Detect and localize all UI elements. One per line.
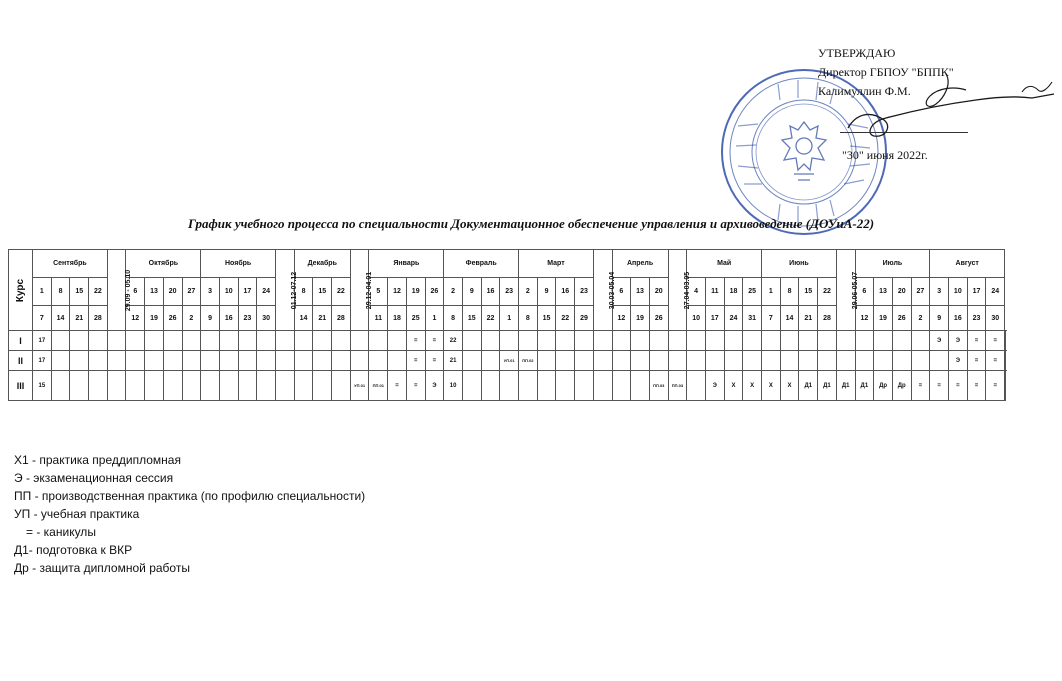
week-end: 10	[687, 306, 706, 331]
schedule-cell: =	[986, 331, 1005, 351]
schedule-cell	[986, 351, 1005, 371]
schedule-cell: Д1	[855, 371, 874, 401]
schedule-cell	[294, 371, 313, 401]
schedule-cell	[481, 331, 500, 351]
week-start: 18	[724, 278, 743, 306]
schedule-cell	[332, 371, 351, 401]
schedule-cell	[874, 331, 893, 351]
schedule-cell	[500, 331, 519, 351]
week-start: 8	[780, 278, 799, 306]
schedule-cell	[51, 351, 70, 371]
transition-week: 30.03-05.04	[593, 250, 612, 331]
schedule-cell	[911, 351, 930, 371]
course-label: III	[9, 371, 33, 401]
schedule-cell	[276, 371, 295, 401]
month-apr: Апрель	[612, 250, 668, 278]
approval-name: Калимуллин Ф.М.	[818, 84, 911, 98]
document-title: График учебного процесса по специальности Документационное обеспечение управления и архивоведение (ДОУиА-22)	[187, 216, 875, 231]
schedule-cell: 21	[444, 351, 463, 371]
schedule-cell	[388, 331, 407, 351]
week-start: 23	[575, 278, 594, 306]
schedule-cell: Э	[930, 331, 949, 351]
schedule-cell	[612, 351, 631, 371]
schedule-cell	[705, 351, 724, 371]
schedule-cell	[631, 371, 650, 401]
week-end: 2	[911, 306, 930, 331]
week-start: 20	[892, 278, 911, 306]
schedule-cell	[462, 331, 481, 351]
schedule-cell	[70, 331, 89, 351]
week-start: 20	[649, 278, 668, 306]
week-end: 23	[238, 306, 257, 331]
schedule-cell	[537, 331, 556, 351]
week-start: 15	[313, 278, 332, 306]
week-start: 9	[462, 278, 481, 306]
schedule-cell	[182, 351, 201, 371]
schedule-cell	[836, 351, 855, 371]
week-start: 12	[388, 278, 407, 306]
schedule-cell	[743, 331, 762, 351]
schedule-table	[8, 249, 1006, 401]
week-end: 21	[799, 306, 818, 331]
schedule-cell	[537, 351, 556, 371]
schedule-cell: Э	[425, 371, 444, 401]
week-start: 9	[537, 278, 556, 306]
schedule-cell	[612, 331, 631, 351]
schedule-cell	[668, 331, 687, 351]
week-end: 1	[500, 306, 519, 331]
schedule-cell: =	[967, 371, 986, 401]
schedule-cell	[575, 351, 594, 371]
schedule-cell	[593, 371, 612, 401]
week-end: 14	[294, 306, 313, 331]
signature-line	[840, 132, 968, 133]
schedule-cell	[145, 371, 164, 401]
kurs-header: Курс	[9, 250, 33, 331]
month-oct: Октябрь	[126, 250, 201, 278]
week-start: 2	[519, 278, 538, 306]
schedule-cell	[145, 331, 164, 351]
week-start: 19	[406, 278, 425, 306]
schedule-cell	[313, 371, 332, 401]
week-end: 29	[575, 306, 594, 331]
schedule-cell	[163, 351, 182, 371]
schedule-cell	[836, 331, 855, 351]
schedule-cell: УП.01	[500, 351, 519, 371]
schedule-cell	[780, 351, 799, 371]
course-row-1	[9, 331, 1006, 351]
approval-title: УТВЕРЖДАЮ	[818, 46, 896, 60]
schedule-cell: Др	[892, 371, 911, 401]
legend-item: Др - защита дипломной работы	[14, 561, 190, 575]
schedule-cell: =	[406, 331, 425, 351]
schedule-cell	[89, 351, 108, 371]
week-start: 10	[948, 278, 967, 306]
week-end: 9	[201, 306, 220, 331]
schedule-cell	[631, 351, 650, 371]
week-end: 28	[818, 306, 837, 331]
schedule-cell	[276, 351, 295, 371]
schedule-cell: Э	[948, 351, 967, 371]
schedule-cell: Э	[705, 371, 724, 401]
week-start: 8	[294, 278, 313, 306]
schedule-cell	[892, 351, 911, 371]
month-dec: Декабрь	[294, 250, 350, 278]
week-start: 24	[257, 278, 276, 306]
schedule-cell: =	[967, 331, 986, 351]
month-may: Май	[687, 250, 762, 278]
schedule-cell	[257, 331, 276, 351]
schedule-cell	[107, 351, 126, 371]
week-start: 25	[743, 278, 762, 306]
week-end: 19	[145, 306, 164, 331]
week-start: 22	[332, 278, 351, 306]
transition-week: 29.06-05.07	[836, 250, 855, 331]
week-start: 6	[126, 278, 145, 306]
schedule-cell	[556, 331, 575, 351]
schedule-cell: 17	[33, 331, 52, 351]
schedule-cell	[313, 331, 332, 351]
schedule-cell: 22	[444, 331, 463, 351]
schedule-cell: =	[425, 351, 444, 371]
schedule-cell	[350, 351, 369, 371]
schedule-cell	[818, 351, 837, 371]
schedule-cell	[799, 331, 818, 351]
week-end: 22	[481, 306, 500, 331]
week-start: 6	[612, 278, 631, 306]
week-start: 22	[89, 278, 108, 306]
week-end: 9	[930, 306, 949, 331]
schedule-cell	[930, 351, 949, 371]
schedule-cell	[350, 331, 369, 351]
schedule-cell: =	[986, 371, 1005, 401]
week-end: 21	[70, 306, 89, 331]
week-end: 14	[51, 306, 70, 331]
schedule-cell	[332, 331, 351, 351]
week-start: 22	[818, 278, 837, 306]
schedule-cell	[126, 371, 145, 401]
month-jan: Январь	[369, 250, 444, 278]
schedule-cell	[294, 331, 313, 351]
schedule-cell	[201, 331, 220, 351]
schedule-cell	[687, 351, 706, 371]
week-end: 7	[33, 306, 52, 331]
schedule-cell: =	[406, 351, 425, 371]
week-end: 8	[519, 306, 538, 331]
schedule-cell: =	[911, 371, 930, 401]
schedule-cell	[126, 351, 145, 371]
week-start: 27	[182, 278, 201, 306]
schedule-cell: Х	[780, 371, 799, 401]
header-week-ends-row	[9, 306, 1006, 331]
week-start: 24	[986, 278, 1005, 306]
week-start: 15	[70, 278, 89, 306]
schedule-cell	[481, 371, 500, 401]
schedule-cell: ПП.03	[668, 371, 687, 401]
transition-week: 29.12-04.01	[350, 250, 369, 331]
week-start: 15	[799, 278, 818, 306]
schedule-cell	[89, 331, 108, 351]
schedule-cell	[126, 331, 145, 351]
schedule-cell	[762, 331, 781, 351]
week-end: 15	[537, 306, 556, 331]
week-end: 23	[967, 306, 986, 331]
schedule-cell	[238, 371, 257, 401]
transition-week: 27.04-03.05	[668, 250, 687, 331]
schedule-cell: =	[948, 371, 967, 401]
week-end: 2	[182, 306, 201, 331]
schedule-cell	[556, 371, 575, 401]
transition-week: 01.12-07.12	[276, 250, 295, 331]
week-end: 16	[948, 306, 967, 331]
schedule-cell: 15	[33, 371, 52, 401]
week-end: 22	[556, 306, 575, 331]
schedule-cell	[313, 351, 332, 371]
week-end: 26	[163, 306, 182, 331]
schedule-cell	[201, 371, 220, 401]
schedule-cell	[107, 331, 126, 351]
schedule-cell	[201, 351, 220, 371]
schedule-cell	[462, 371, 481, 401]
schedule-cell	[575, 371, 594, 401]
schedule-cell: Др	[874, 371, 893, 401]
schedule-cell: =	[388, 371, 407, 401]
schedule-cell	[182, 371, 201, 401]
month-sep: Сентябрь	[33, 250, 108, 278]
schedule-cell	[593, 351, 612, 371]
week-end: 30	[986, 306, 1005, 331]
schedule-cell	[219, 351, 238, 371]
schedule-cell	[388, 351, 407, 371]
schedule-cell	[89, 371, 108, 401]
week-end: 17	[705, 306, 724, 331]
month-feb: Февраль	[444, 250, 519, 278]
month-aug: Август	[930, 250, 1005, 278]
schedule-cell	[519, 371, 538, 401]
schedule-cell: 17	[33, 351, 52, 371]
approval-block	[818, 44, 954, 101]
schedule-cell	[481, 351, 500, 371]
schedule-cell: Д1	[799, 371, 818, 401]
week-start: 3	[201, 278, 220, 306]
schedule-cell	[70, 371, 89, 401]
week-start: 8	[51, 278, 70, 306]
week-start: 27	[911, 278, 930, 306]
week-start: 13	[631, 278, 650, 306]
course-row-3	[9, 371, 1006, 401]
week-start: 13	[874, 278, 893, 306]
legend-item: Д1- подготовка к ВКР	[14, 543, 133, 557]
schedule-cell	[163, 371, 182, 401]
legend-item: = - каникулы	[26, 525, 96, 539]
schedule-cell	[780, 331, 799, 351]
schedule-cell	[593, 331, 612, 351]
legend-item: УП - учебная практика	[14, 507, 140, 521]
schedule-cell: Э	[948, 331, 967, 351]
week-start: 1	[33, 278, 52, 306]
schedule-cell	[687, 331, 706, 351]
schedule-cell	[276, 331, 295, 351]
week-end: 8	[444, 306, 463, 331]
week-end: 30	[257, 306, 276, 331]
week-end: 18	[388, 306, 407, 331]
schedule-cell	[257, 351, 276, 371]
schedule-cell	[369, 351, 388, 371]
schedule-cell: =	[406, 371, 425, 401]
schedule-cell	[612, 371, 631, 401]
week-start: 16	[481, 278, 500, 306]
schedule-cell	[219, 371, 238, 401]
month-jun: Июнь	[762, 250, 837, 278]
schedule-cell: ПП.02	[519, 351, 538, 371]
transition-week: 29.09 - 05.10	[107, 250, 126, 331]
schedule-cell	[911, 331, 930, 351]
schedule-cell	[107, 371, 126, 401]
week-end: 7	[762, 306, 781, 331]
schedule-cell	[855, 331, 874, 351]
week-end: 21	[313, 306, 332, 331]
week-start: 3	[930, 278, 949, 306]
schedule-cell	[762, 351, 781, 371]
schedule-cell	[705, 331, 724, 351]
course-label: I	[9, 331, 33, 351]
schedule-cell: Х	[762, 371, 781, 401]
week-end: 11	[369, 306, 388, 331]
week-end: 26	[649, 306, 668, 331]
schedule-cell	[724, 331, 743, 351]
month-mar: Март	[519, 250, 594, 278]
legend	[14, 451, 365, 577]
schedule-cell	[519, 331, 538, 351]
legend-item: Х1 - практика преддипломная	[14, 453, 181, 467]
schedule-cell	[238, 351, 257, 371]
week-start: 2	[444, 278, 463, 306]
schedule-cell	[369, 331, 388, 351]
schedule-cell	[892, 331, 911, 351]
week-start: 13	[145, 278, 164, 306]
week-end: 25	[406, 306, 425, 331]
week-start: 16	[556, 278, 575, 306]
week-end: 26	[892, 306, 911, 331]
schedule-cell	[799, 351, 818, 371]
schedule-cell: ПП.03	[649, 371, 668, 401]
schedule-cell	[575, 331, 594, 351]
week-end: 19	[874, 306, 893, 331]
schedule-cell: 10	[444, 371, 463, 401]
week-start: 10	[219, 278, 238, 306]
week-end: 28	[332, 306, 351, 331]
schedule-cell	[649, 331, 668, 351]
schedule-cell: Х	[743, 371, 762, 401]
schedule-cell	[70, 351, 89, 371]
schedule-cell	[182, 331, 201, 351]
week-start: 4	[687, 278, 706, 306]
approval-position: Директор ГБПОУ "БППК"	[818, 65, 954, 79]
schedule-cell: Х	[724, 371, 743, 401]
week-start: 6	[855, 278, 874, 306]
course-row-2	[9, 351, 1006, 371]
course-label: II	[9, 351, 33, 371]
legend-item: ПП - производственная практика (по профилю специальности)	[14, 489, 366, 503]
schedule-cell: =	[930, 371, 949, 401]
schedule-cell: УП.01	[350, 371, 369, 401]
legend-item: Э - экзаменационная сессия	[14, 471, 174, 485]
month-jul: Июль	[855, 250, 930, 278]
schedule-cell	[537, 371, 556, 401]
schedule-cell	[51, 331, 70, 351]
schedule-cell	[649, 351, 668, 371]
schedule-cell	[967, 351, 986, 371]
schedule-cell	[257, 371, 276, 401]
schedule-cell	[500, 371, 519, 401]
week-start: 20	[163, 278, 182, 306]
week-end: 12	[612, 306, 631, 331]
week-end: 12	[126, 306, 145, 331]
schedule-cell	[855, 351, 874, 371]
schedule-cell	[145, 351, 164, 371]
schedule-cell	[332, 351, 351, 371]
header-months-row	[9, 250, 1006, 278]
schedule-cell	[818, 331, 837, 351]
schedule-cell	[219, 331, 238, 351]
week-end: 28	[89, 306, 108, 331]
schedule-cell	[631, 331, 650, 351]
week-start: 5	[369, 278, 388, 306]
schedule-cell	[668, 351, 687, 371]
week-start: 1	[762, 278, 781, 306]
week-end: 16	[219, 306, 238, 331]
week-end: 1	[425, 306, 444, 331]
week-end: 15	[462, 306, 481, 331]
schedule-cell	[294, 351, 313, 371]
week-start: 17	[238, 278, 257, 306]
schedule-cell	[238, 331, 257, 351]
schedule-cell	[51, 371, 70, 401]
week-end: 12	[855, 306, 874, 331]
schedule-cell	[163, 331, 182, 351]
week-start: 17	[967, 278, 986, 306]
schedule-cell	[687, 371, 706, 401]
schedule-cell	[556, 351, 575, 371]
schedule-cell	[743, 351, 762, 371]
month-nov: Ноябрь	[201, 250, 276, 278]
week-start: 11	[705, 278, 724, 306]
week-end: 19	[631, 306, 650, 331]
week-start: 23	[500, 278, 519, 306]
schedule-cell: Д1	[836, 371, 855, 401]
week-end: 14	[780, 306, 799, 331]
schedule-cell	[462, 351, 481, 371]
schedule-cell	[874, 351, 893, 371]
schedule-cell	[724, 351, 743, 371]
schedule-cell: Д1	[818, 371, 837, 401]
schedule-cell: ПП.01	[369, 371, 388, 401]
week-start: 26	[425, 278, 444, 306]
schedule-cell: =	[425, 331, 444, 351]
week-end: 24	[724, 306, 743, 331]
week-end: 31	[743, 306, 762, 331]
approval-date: "30" июня 2022г.	[842, 148, 928, 162]
